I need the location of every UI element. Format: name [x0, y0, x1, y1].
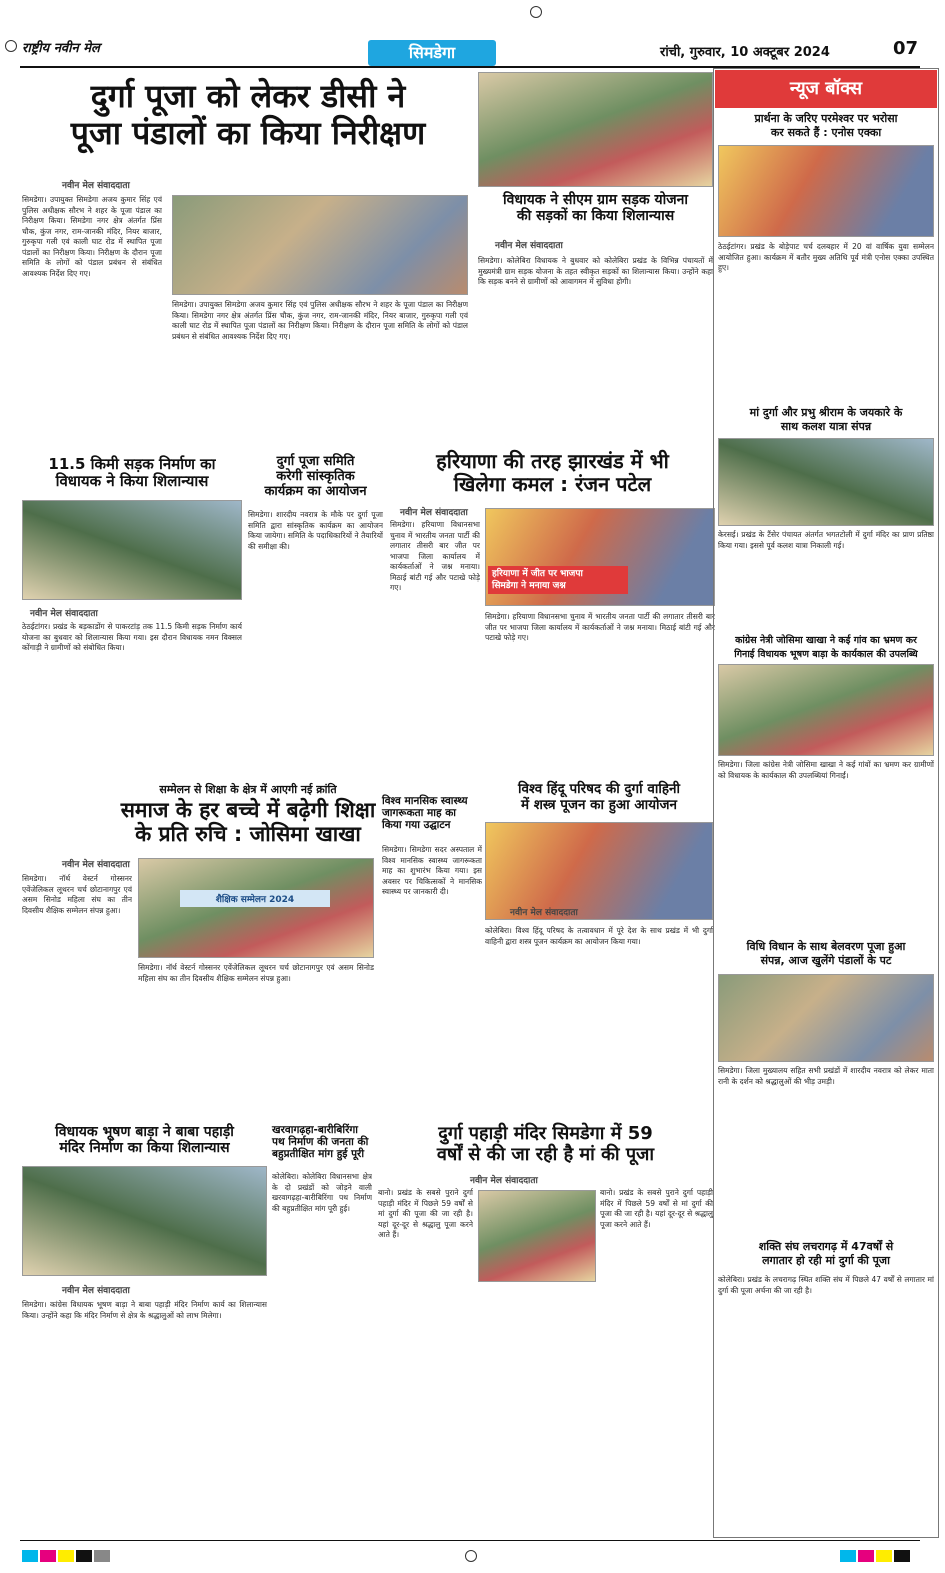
mental-health-headline-line2: जागरूकता माह का [382, 807, 457, 820]
news-item4-headline-line1: विधि विधान के साथ बेलवरण पूजा हुआ [746, 940, 906, 953]
news-item3-headline [718, 634, 934, 662]
vhp-headline-line2: में शस्त्र पूजन का हुआ आयोजन [520, 796, 678, 813]
news-item5-headline [718, 1240, 934, 1268]
puja-samiti-headline [248, 455, 383, 500]
puja-samiti-lead: सिमडेगा। शारदीय नवरात्र के मौके पर दुर्गा पूजा समिति द्वारा सांस्कृतिक कार्यक्रम का आयोजन किया जायेगा। समिति के पदाधिकारियों ने तैयारियों की समीक्षा की। [248, 510, 383, 551]
news-item1-headline-line1: प्रार्थना के जरिए परमेश्वर पर भरोसा [754, 112, 898, 125]
vidhayak-road-headline-line2: की सड़कों का किया शिलान्यास [516, 208, 675, 225]
mental-health-headline-line3: किया गया उद्घाटन [382, 819, 451, 832]
road-115km-photo [22, 500, 242, 600]
haryana-lead-continued: सिमडेगा। हरियाणा विधानसभा चुनाव में भारतीय जनता पार्टी की लगातार तीसरी बार जीत पर भाजपा जिला कार्यालय में कार्यकर्ताओं ने जश्न मनाया। मिठाई बांटी गई और पटाखे फोड़े गए। [485, 612, 715, 642]
kharwagarha-headline-line1: खरवागढ़हा-बारीबिरिंगा [272, 1124, 359, 1136]
haryana-headline-line2: खिलेगा कमल : रंजन पटेल [453, 472, 652, 496]
main-photo [172, 195, 468, 295]
news-item1-photo [718, 145, 934, 237]
vhp-byline: नवीन मेल संवाददाता [510, 908, 578, 918]
kharwagarha-headline-line2: पथ निर्माण की जनता की [272, 1136, 369, 1149]
haryana-byline: नवीन मेल संवाददाता [400, 508, 468, 518]
dateline: रांची, गुरुवार, 10 अक्टूबर 2024 [660, 45, 830, 60]
puja-samiti-headline-line2: करेगी सांस्कृतिक [276, 468, 355, 484]
sammelan-headline-line1: समाज के हर बच्चे में बढ़ेगी शिक्षा [120, 798, 376, 822]
news-item4-headline-line2: संपन्न, आज खुलेंगे पंडालों के पट [760, 954, 892, 967]
left-registration-mark [5, 40, 17, 52]
news-item4-headline [718, 940, 934, 968]
mental-health-headline-line1: विश्व मानसिक स्वास्थ्य [382, 795, 468, 807]
durga-pahadi-lead-continued: बानो। प्रखंड के सबसे पुराने दुर्गा पहाड़ी मंदिर में पिछले 59 वर्षों से मां दुर्गा की पूजा की जा रही है। यहां दूर-दूर से श्रद्धालु पूजा करने आते हैं। [600, 1188, 713, 1229]
durga-pahadi-photo [478, 1190, 596, 1282]
news-item2-body: केरसई। प्रखंड के टैंसेर पंचायत अंतर्गत भगतटोली में दुर्गा मंदिर का प्राण प्रतिष्ठा किया गया। इससे पूर्व कलश यात्रा निकाली गई। [718, 530, 934, 550]
color-bar-left [22, 1550, 110, 1562]
main-headline [22, 78, 474, 152]
baba-pahadi-headline [22, 1124, 267, 1156]
footer-rule [20, 1540, 920, 1541]
haryana-photo-caption [488, 566, 628, 594]
mental-health-headline [382, 795, 482, 831]
sammelan-lead: सिमडेगा। नॉर्थ वेस्टर्न गोस्सनर एवेंजेलिकल लूथरन चर्च छोटानागपुर एवं असम सिनोड महिला संघ का तीन दिवसीय शैक्षिक सम्मेलन संपन्न हुआ। [22, 874, 132, 915]
sammelan-byline: नवीन मेल संवाददाता [62, 860, 130, 870]
news-item5-body: कोलेबिरा। प्रखंड के लचरागढ़ स्थित शक्ति संघ में पिछले 47 वर्षों से लगातार मां दुर्गा की पूजा अर्चना की जा रही है। [718, 1275, 934, 1295]
news-item3-headline-line2: गिनाई विधायक भूषण बाड़ा के कार्यकाल की उपलब्धि [734, 649, 918, 660]
news-item2-photo [718, 438, 934, 526]
news-item3-body: सिमडेगा। जिला कांग्रेस नेत्री जोसिमा खाखा ने कई गांवों का भ्रमण कर ग्रामीणों को विधायक के कार्यकाल की उपलब्धियां गिनाईं। [718, 760, 934, 780]
news-item5-headline-line1: शक्ति संघ लचरागढ़ में 47वर्षों से [758, 1240, 894, 1253]
puja-samiti-headline-line1: दुर्गा पूजा समिति [276, 454, 355, 469]
section-tab: सिमडेगा [368, 40, 496, 66]
vhp-lead: कोलेबिरा। विश्व हिंदू परिषद के तत्वावधान में पूरे देश के साथ प्रखंड में भी दुर्गा वाहिनी द्वारा शस्त्र पूजन कार्यक्रम का आयोजन किया गया। [485, 926, 713, 946]
durga-pahadi-headline-line2: वर्षों से की जा रही है मां की पूजा [436, 1143, 655, 1165]
news-item3-headline-line1: कांग्रेस नेत्री जोसिमा खाखा ने कई गांव का भ्रमण कर [735, 635, 917, 646]
main-headline-line1: दुर्गा पूजा को लेकर डीसी ने [90, 77, 406, 115]
footer-registration-mark [465, 1550, 477, 1562]
vidhayak-road-lead: सिमडेगा। कोलेबिरा विधायक ने बुधवार को कोलेबिरा प्रखंड के विभिन्न पंचायतों में मुख्यमंत्री ग्राम सड़क योजना के तहत स्वीकृत सड़कों का शिलान्यास किया। उन्होंने कहा कि सड़क बनने से ग्रामीणों को आवागमन में सुविधा होगी। [478, 256, 713, 286]
baba-pahadi-photo [22, 1166, 267, 1276]
durga-pahadi-headline [378, 1124, 713, 1165]
news-item2-headline-line1: मां दुर्गा और प्रभु श्रीराम के जयकारे के [749, 406, 903, 419]
mental-health-lead: सिमडेगा। सिमडेगा सदर अस्पताल में विश्व मानसिक स्वास्थ्य जागरूकता माह का शुभारंभ किया गया। इस अवसर पर चिकित्सकों ने मानसिक स्वास्थ्य पर जानकारी दी। [382, 845, 482, 896]
news-item3-photo [718, 664, 934, 756]
baba-pahadi-byline: नवीन मेल संवाददाता [62, 1286, 130, 1296]
color-bar-right [840, 1550, 910, 1562]
news-item4-body: सिमडेगा। जिला मुख्यालय सहित सभी प्रखंडों में शारदीय नवरात्र को लेकर माता रानी के दर्शन को श्रद्धालुओं की भीड़ उमड़ी। [718, 1066, 934, 1086]
durga-pahadi-byline: नवीन मेल संवाददाता [470, 1176, 538, 1186]
main-headline-line2: पूजा पंडालों का किया निरीक्षण [70, 113, 426, 152]
road-115km-lead: ठेठईटांगर। प्रखंड के बड़काडोंग से पाकरटांड़ तक 11.5 किमी सड़क निर्माण कार्य योजना का बुधवार को शिलान्यास किया गया। इस दौरान विधायक नमन विक्सल कोंगाड़ी ने ग्रामीणों को संबोधित किया। [22, 622, 242, 652]
kharwagarha-lead: कोलेबिरा। कोलेबिरा विधानसभा क्षेत्र के दो प्रखंडों को जोड़ने वाली खरवागढ़हा-बारीबिरिंगा पथ निर्माण की बहुप्रतीक्षित मांग पूरी हुई। [272, 1172, 372, 1213]
vidhayak-road-byline: नवीन मेल संवाददाता [495, 241, 563, 251]
vhp-headline-line1: विश्व हिंदू परिषद की दुर्गा वाहिनी [517, 781, 681, 797]
news-item1-headline-line2: कर सकते हैं : एनोस एक्का [770, 126, 882, 139]
road-115km-headline-line1: 11.5 किमी सड़क निर्माण का [48, 455, 216, 473]
vhp-headline [485, 782, 713, 813]
sammelan-lead-continued: सिमडेगा। नॉर्थ वेस्टर्न गोस्सनर एवेंजेलिकल लूथरन चर्च छोटानागपुर एवं असम सिनोड महिला संघ का तीन दिवसीय शैक्षिक सम्मेलन संपन्न हुआ। [138, 963, 374, 983]
haryana-headline-line1: हरियाणा की तरह झारखंड में भी [436, 449, 669, 473]
baba-pahadi-lead: सिमडेगा। कांग्रेस विधायक भूषण बाड़ा ने बाबा पहाड़ी मंदिर निर्माण कार्य का शिलान्यास किया। उन्होंने कहा कि मंदिर निर्माण से क्षेत्र के श्रद्धालुओं को लाभ मिलेगा। [22, 1300, 267, 1320]
news-item5-headline-line2: लगातार हो रही मां दुर्गा की पूजा [762, 1254, 890, 1267]
baba-pahadi-headline-line1: विधायक भूषण बाड़ा ने बाबा पहाड़ी [55, 1124, 234, 1140]
vidhayak-road-headline [478, 192, 713, 224]
news-item2-headline-line2: साथ कलश यात्रा संपन्न [780, 420, 872, 433]
masthead [0, 0, 945, 68]
sammelan-banner: शैक्षिक सम्मेलन 2024 [180, 890, 330, 907]
baba-pahadi-headline-line2: मंदिर निर्माण का किया शिलान्यास [59, 1140, 230, 1157]
main-lead-continued: सिमडेगा। उपायुक्त सिमडेगा अजय कुमार सिंह एवं पुलिस अधीक्षक सौरभ ने शहर के पूजा पंडाल का निरीक्षण किया। सिमडेगा नगर क्षेत्र अंतर्गत प्रिंस चौक, कुंज नगर, राम-जानकी मंदिर, नियर बाजार, गुरुकृपा गली एवं काली घाट रोड में स्थापित पूजा पंडालों का निरीक्षण किया। निरीक्षण के दौरान पूजा समिति के लोगों को पंडाल प्रबंधन से संबंधित आवश्यक निर्देश दिए गए। [172, 300, 468, 341]
durga-pahadi-headline-line1: दुर्गा पहाड़ी मंदिर सिमडेगा में 59 [438, 1123, 653, 1144]
haryana-lead: सिमडेगा। हरियाणा विधानसभा चुनाव में भारतीय जनता पार्टी की लगातार तीसरी बार जीत पर भाजपा जिला कार्यालय में कार्यकर्ताओं ने जश्न मनाया। मिठाई बांटी गई और पटाखे फोड़े गए। [390, 520, 480, 592]
vidhayak-road-headline-line1: विधायक ने सीएम ग्राम सड़क योजना [503, 192, 688, 208]
haryana-headline [390, 450, 715, 496]
news-item1-body: ठेठईटांगर। प्रखंड के बोड़ेपाट चर्च दलबहार में 20 वां वार्षिक युवा सम्मेलन आयोजित हुआ। कार्यक्रम में बतौर मुख्य अतिथि पूर्व मंत्री एनोस एक्का उपस्थित हुए। [718, 242, 934, 272]
haryana-photo-caption-line1: हरियाणा में जीत पर भाजपा [492, 569, 583, 579]
durga-pahadi-lead: बानो। प्रखंड के सबसे पुराने दुर्गा पहाड़ी मंदिर में पिछले 59 वर्षों से मां दुर्गा की पूजा की जा रही है। यहां दूर-दूर से श्रद्धालु पूजा करने आते हैं। [378, 1188, 473, 1239]
news-box-title: न्यूज बॉक्स [715, 70, 937, 108]
road-115km-byline: नवीन मेल संवाददाता [30, 609, 98, 619]
puja-samiti-headline-line3: कार्यक्रम का आयोजन [264, 483, 367, 499]
sammelan-photo [138, 858, 374, 958]
kharwagarha-headline-line3: बहुप्रतीक्षित मांग हुई पूरी [272, 1148, 365, 1161]
main-byline: नवीन मेल संवाददाता [62, 181, 130, 191]
sammelan-headline-line2: के प्रति रुचि : जोसिमा खाखा [135, 822, 361, 847]
center-registration-mark [530, 6, 542, 18]
vidhayak-road-photo [478, 72, 713, 187]
news-item4-photo [718, 974, 934, 1062]
road-115km-headline-line2: विधायक ने किया शिलान्यास [55, 472, 209, 491]
sammelan-kicker: सम्मेलन से शिक्षा के क्षेत्र में आएगी नई क्रांति [159, 783, 337, 796]
news-item2-headline [718, 406, 934, 434]
page-number: 07 [893, 38, 919, 59]
news-item1-headline [718, 112, 934, 140]
road-115km-headline [22, 456, 242, 491]
main-lead: सिमडेगा। उपायुक्त सिमडेगा अजय कुमार सिंह एवं पुलिस अधीक्षक सौरभ ने शहर के पूजा पंडाल का निरीक्षण किया। सिमडेगा नगर क्षेत्र अंतर्गत प्रिंस चौक, कुंज नगर, राम-जानकी मंदिर, नियर बाजार, गुरुकृपा गली एवं काली घाट रोड में स्थापित पूजा पंडालों का निरीक्षण किया। निरीक्षण के दौरान पूजा समिति के लोगों को पंडाल प्रबंधन से संबंधित आवश्यक निर्देश दिए गए। [22, 195, 162, 278]
kharwagarha-headline [272, 1124, 372, 1160]
haryana-photo-caption-line2: सिमडेगा ने मनाया जश्न [492, 581, 566, 591]
paper-name: राष्ट्रीय नवीन मेल [22, 41, 100, 56]
